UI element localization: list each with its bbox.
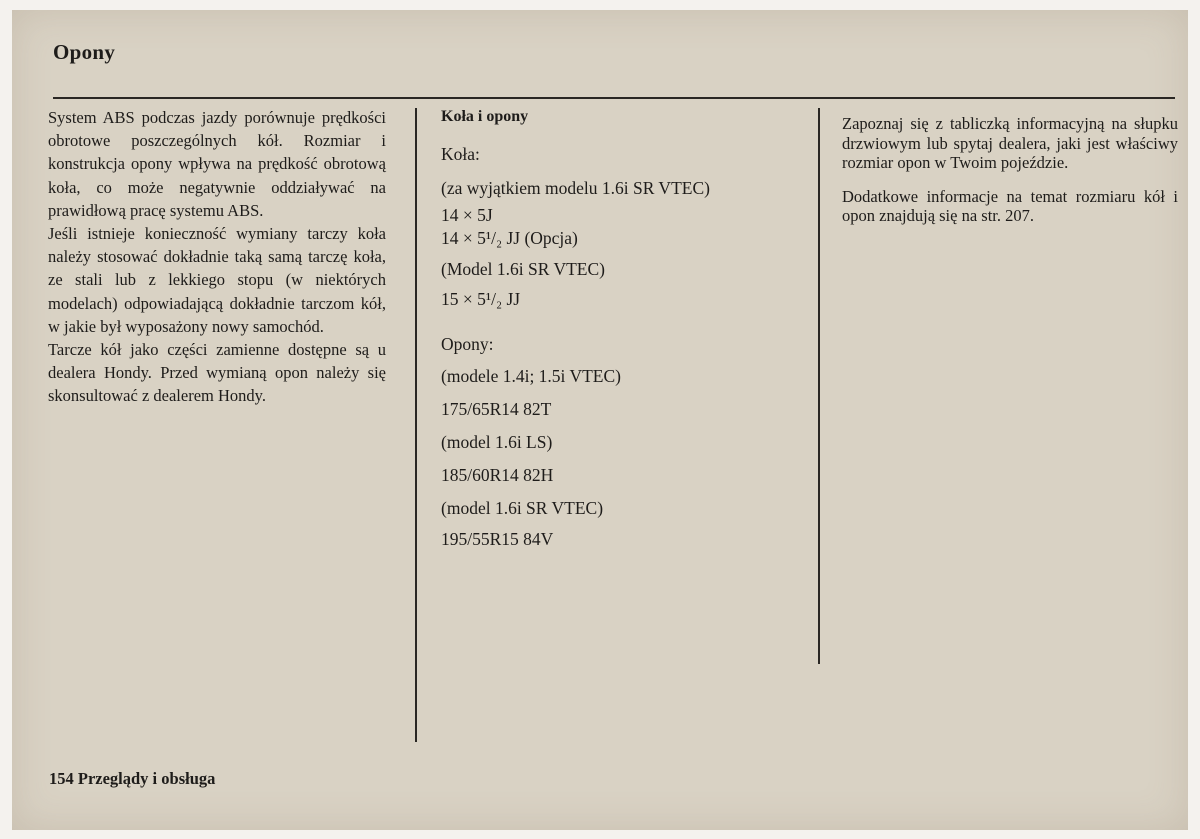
column-wheels-tyres xyxy=(441,106,793,550)
header-rule xyxy=(53,97,1175,99)
column-abs-info xyxy=(48,106,386,408)
column-tyre-label-info xyxy=(842,114,1178,226)
tyres-model-1: (modele 1.4i; 1.5i VTEC) xyxy=(441,366,621,386)
page-title: Opony xyxy=(53,40,116,64)
wheel-size-1: 14 × 5J xyxy=(441,205,493,225)
manual-page xyxy=(12,10,1188,830)
tyres-model-3: (model 1.6i SR VTEC) xyxy=(441,498,604,518)
page-footer: 154 Przeglądy i obsługa xyxy=(49,769,216,788)
column-divider-right xyxy=(818,108,820,664)
paragraph-wheel-replacement: Jeśli istnieje konieczność wymiany tarczy koła należy stosować dokładnie taką samą tarczę koła, ze stali lub z lekkiego stopu (w niektórych modelach) odpowiadającą dokładnie tarczom kół, w jakie był wyposażony nowy samochód. xyxy=(48,224,386,336)
paragraph-tyre-plate: Zapoznaj się z tabliczką informacyjną na słupku drzwiowym lub spytaj dealera, jaki jest właściwy rozmiar opon w Twoim pojeździe. xyxy=(842,114,1178,172)
tyres-label: Opony: xyxy=(441,334,494,354)
column-divider-left xyxy=(415,108,417,742)
paragraph-more-info: Dodatkowe informacje na temat rozmiaru kół i opon znajdują się na str. 207. xyxy=(842,186,1178,225)
tyre-size-2: 185/60R14 82H xyxy=(441,465,554,485)
tyre-size-1: 175/65R14 82T xyxy=(441,399,552,419)
wheels-model: (Model 1.6i SR VTEC) xyxy=(441,259,605,279)
wheels-note: (za wyjątkiem modelu 1.6i SR VTEC) xyxy=(441,178,710,198)
tyres-model-2: (model 1.6i LS) xyxy=(441,432,553,452)
section-heading-wheels-tyres: Koła i opony xyxy=(441,108,529,125)
paragraph-abs: System ABS podczas jazdy porównuje prędkości obrotowe poszczególnych kół. Rozmiar i konstrukcja opony wpływa na prędkość obrotową koła, co może negatywnie oddziaływać na prawidłową pracę systemu ABS. xyxy=(48,108,386,220)
paragraph-dealer: Tarcze kół jako części zamienne dostępne są u dealera Hondy. Przed wymianą opon należy się skonsultować z dealerem Hondy. xyxy=(48,340,386,406)
tyre-size-3: 195/55R15 84V xyxy=(441,529,554,549)
wheels-label: Koła: xyxy=(441,144,480,164)
wheel-size-3: 15 × 5¹/₂ JJ xyxy=(441,289,521,309)
wheel-size-2: 14 × 5¹/₂ JJ (Opcja) xyxy=(441,228,578,248)
